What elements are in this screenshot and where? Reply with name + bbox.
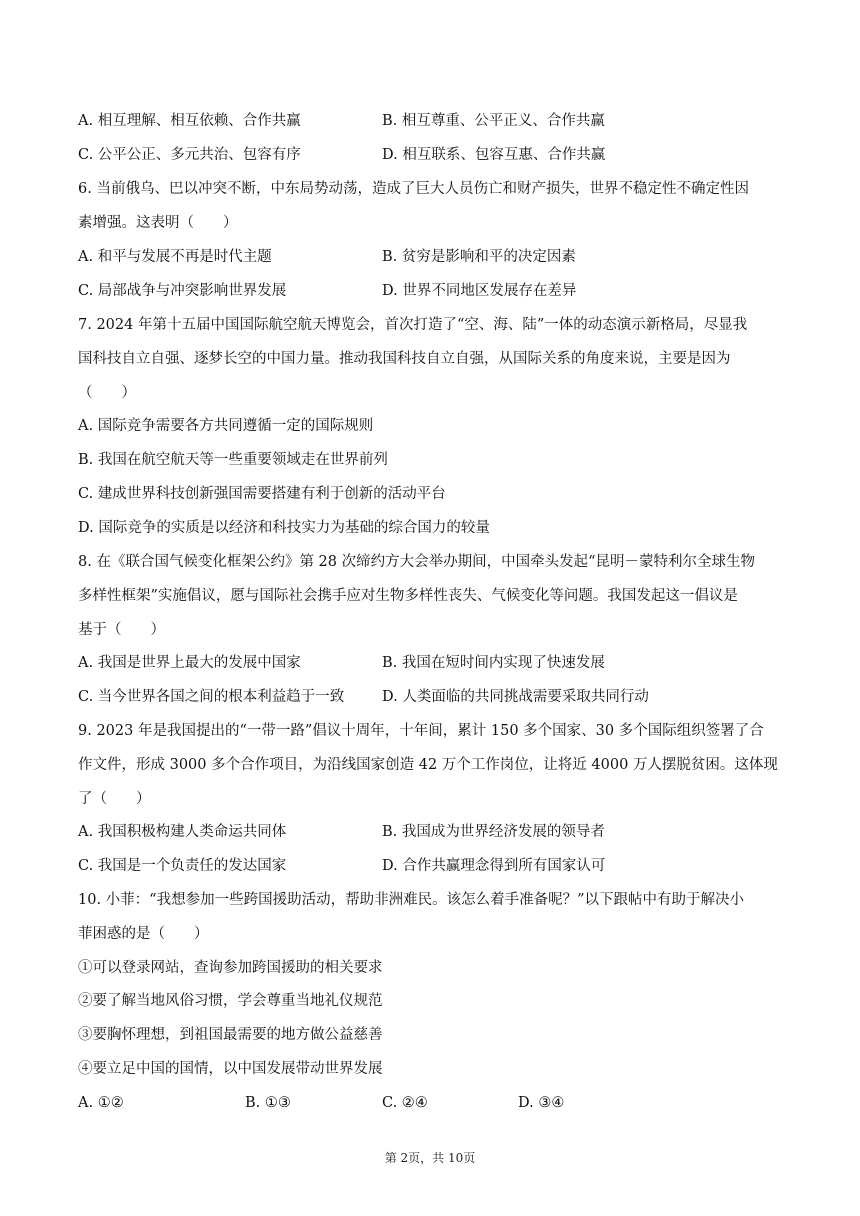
q9-option-b: B. 我国成为世界经济发展的领导者 bbox=[382, 824, 605, 840]
q10-item-3: ③要胸怀理想，到祖国最需要的地方做公益慈善 bbox=[78, 1027, 383, 1043]
q6-option-b: B. 贫穷是影响和平的决定因素 bbox=[382, 249, 576, 265]
q9-option-a: A. 我国积极构建人类命运共同体 bbox=[78, 824, 287, 840]
q6-option-d: D. 世界不同地区发展存在差异 bbox=[382, 283, 577, 299]
q5-option-a: A. 相互理解、相互依赖、合作共赢 bbox=[78, 113, 301, 129]
page-footer: 第 2页，共 10页 bbox=[384, 1151, 476, 1165]
q9-stem-line-1: 9. 2023 年是我国提出的“一带一路”倡议十周年，十年间，累计 150 多个国家、30 多个国际组织签署了合 bbox=[78, 723, 764, 739]
q8-stem-line-1: 8. 在《联合国气候变化框架公约》第 28 次缔约方大会举办期间，中国牵头发起“昆明－蒙特利尔全球生物 bbox=[78, 554, 756, 570]
q10-item-2: ②要了解当地风俗习惯，学会尊重当地礼仪规范 bbox=[78, 993, 383, 1009]
q7-option-d: D. 国际竞争的实质是以经济和科技实力为基础的综合国力的较量 bbox=[78, 520, 490, 536]
q6-option-c: C. 局部战争与冲突影响世界发展 bbox=[78, 283, 287, 299]
q6-stem-line-1: 6. 当前俄乌、巴以冲突不断，中东局势动荡，造成了巨大人员伤亡和财产损失，世界不稳定性不确定性因 bbox=[78, 181, 749, 197]
q7-option-b: B. 我国在航空航天等一些重要领域走在世界前列 bbox=[78, 452, 388, 468]
q10-stem-line-2: 菲困惑的是（ ） bbox=[78, 926, 209, 942]
q10-item-4: ④要立足中国的国情，以中国发展带动世界发展 bbox=[78, 1061, 383, 1077]
q8-stem-line-2: 多样性框架”实施倡议，愿与国际社会携手应对生物多样性丧失、气候变化等问题。我国发起这一倡议是 bbox=[78, 588, 738, 604]
q6-option-a: A. 和平与发展不再是时代主题 bbox=[78, 249, 272, 265]
q10-item-1: ①可以登录网站，查询参加跨国援助的相关要求 bbox=[78, 960, 383, 976]
q7-option-c: C. 建成世界科技创新强国需要搭建有利于创新的活动平台 bbox=[78, 486, 446, 502]
q7-stem-line-1: 7. 2024 年第十五届中国国际航空航天博览会，首次打造了“空、海、陆”一体的动态演示新格局，尽显我 bbox=[78, 317, 748, 333]
q10-option-a: A. ①② bbox=[78, 1095, 124, 1111]
q8-option-c: C. 当今世界各国之间的根本利益趋于一致 bbox=[78, 689, 345, 705]
q7-stem-line-3: （ ） bbox=[78, 385, 136, 401]
q9-option-c: C. 我国是一个负责任的发达国家 bbox=[78, 858, 287, 874]
q10-stem-line-1: 10. 小菲：“我想参加一些跨国援助活动，帮助非洲难民。该怎么着手准备呢？”以下跟帖中有助于解决小 bbox=[78, 892, 744, 908]
q8-option-d: D. 人类面临的共同挑战需要采取共同行动 bbox=[382, 689, 649, 705]
q10-option-d: D. ③④ bbox=[518, 1095, 565, 1111]
q8-option-a: A. 我国是世界上最大的发展中国家 bbox=[78, 655, 301, 671]
q5-option-d: D. 相互联系、包容互惠、合作共赢 bbox=[382, 147, 606, 163]
q8-option-b: B. 我国在短时间内实现了快速发展 bbox=[382, 655, 605, 671]
q9-stem-line-3: 了（ ） bbox=[78, 791, 151, 807]
q10-option-c: C. ②④ bbox=[382, 1095, 428, 1111]
q9-option-d: D. 合作共赢理念得到所有国家认可 bbox=[382, 858, 606, 874]
q7-option-a: A. 国际竞争需要各方共同遵循一定的国际规则 bbox=[78, 418, 374, 434]
q9-stem-line-2: 作文件，形成 3000 多个合作项目，为沿线国家创造 42 万个工作岗位，让将近 4000 万人摆脱贫困。这体现 bbox=[78, 757, 778, 773]
q6-stem-line-2: 素增强。这表明（ ） bbox=[78, 215, 238, 231]
q10-option-b: B. ①③ bbox=[245, 1095, 291, 1111]
q5-option-b: B. 相互尊重、公平正义、合作共赢 bbox=[382, 113, 605, 129]
q7-stem-line-2: 国科技自立自强、逐梦长空的中国力量。推动我国科技自立自强，从国际关系的角度来说，主要是因为 bbox=[78, 351, 731, 367]
q5-option-c: C. 公平公正、多元共治、包容有序 bbox=[78, 147, 301, 163]
q8-stem-line-3: 基于（ ） bbox=[78, 622, 165, 638]
